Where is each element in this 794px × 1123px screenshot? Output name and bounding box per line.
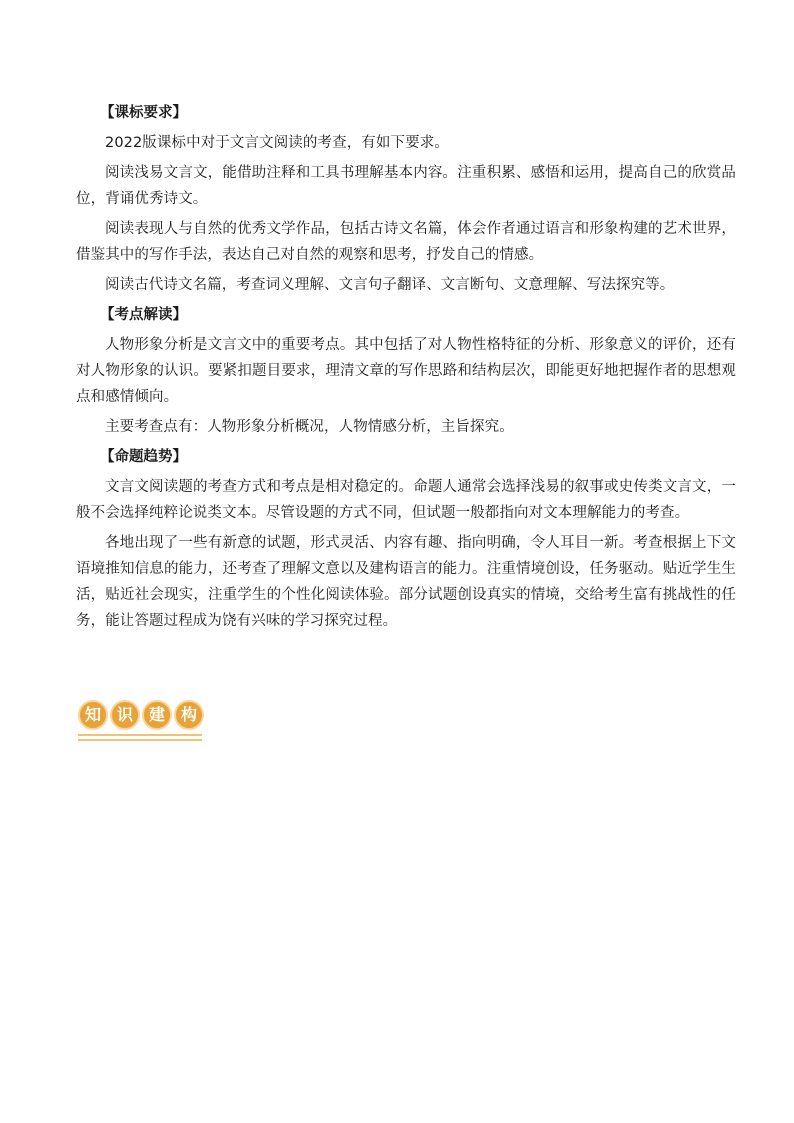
document-body	[76, 100, 736, 638]
paragraph: 文言文阅读题的考查方式和考点是相对稳定的。命题人通常会选择浅易的叙事或史传类文言文，一般不会选择纯粹论说类文本。尽管设题的方式不同，但试题一般都指向对文本理解能力的考查。	[76, 479, 736, 521]
badge-char: 识	[110, 700, 140, 730]
paragraph: 阅读古代诗文名篇，考查词义理解、文言句子翻译、文言断句、文意理解、写法探究等。	[105, 277, 675, 293]
paragraph: 2022版课标中对于文言文阅读的考查，有如下要求。	[105, 135, 449, 151]
knowledge-construction-badge	[78, 700, 206, 744]
paragraph: 阅读表现人与自然的优秀文学作品，包括古诗文名篇，体会作者通过语言和形象构建的艺术世界，借鉴其中的写作手法，表达自己对自然的观察和思考，抒发自己的情感。	[76, 221, 736, 263]
section-heading-analysis: 【考点解读】	[100, 307, 187, 323]
paragraph: 人物形象分析是文言文中的重要考点。其中包括了对人物性格特征的分析、形象意义的评价，还有对人物形象的认识。要紧扣题目要求，理清文章的写作思路和结构层次，即能更好地把握作者的思想观点和感情倾向。	[76, 337, 736, 405]
section-heading-curriculum: 【课标要求】	[100, 105, 187, 121]
badge-underline	[78, 734, 202, 744]
paragraph: 主要考查点有：人物形象分析概况，人物情感分析，主旨探究。	[105, 419, 514, 435]
paragraph: 各地出现了一些有新意的试题，形式灵活、内容有趣、指向明确，令人耳目一新。考查根据上下文语境推知信息的能力，还考查了理解文意以及建构语言的能力。注重情境创设，任务驱动。贴近学生生活，贴近社会现实，注重学生的个性化阅读体验。部分试题创设真实的情境，交给考生富有挑战性的任务，能让答题过程成为饶有兴味的学习探究过程。	[76, 535, 736, 629]
paragraph: 阅读浅易文言文，能借助注释和工具书理解基本内容。注重积累、感悟和运用，提高自己的欣赏品位，背诵优秀诗文。	[76, 165, 736, 207]
section-heading-trend: 【命题趋势】	[100, 449, 187, 465]
badge-char: 构	[174, 700, 204, 730]
badge-char: 建	[142, 700, 172, 730]
badge-char: 知	[78, 700, 108, 730]
